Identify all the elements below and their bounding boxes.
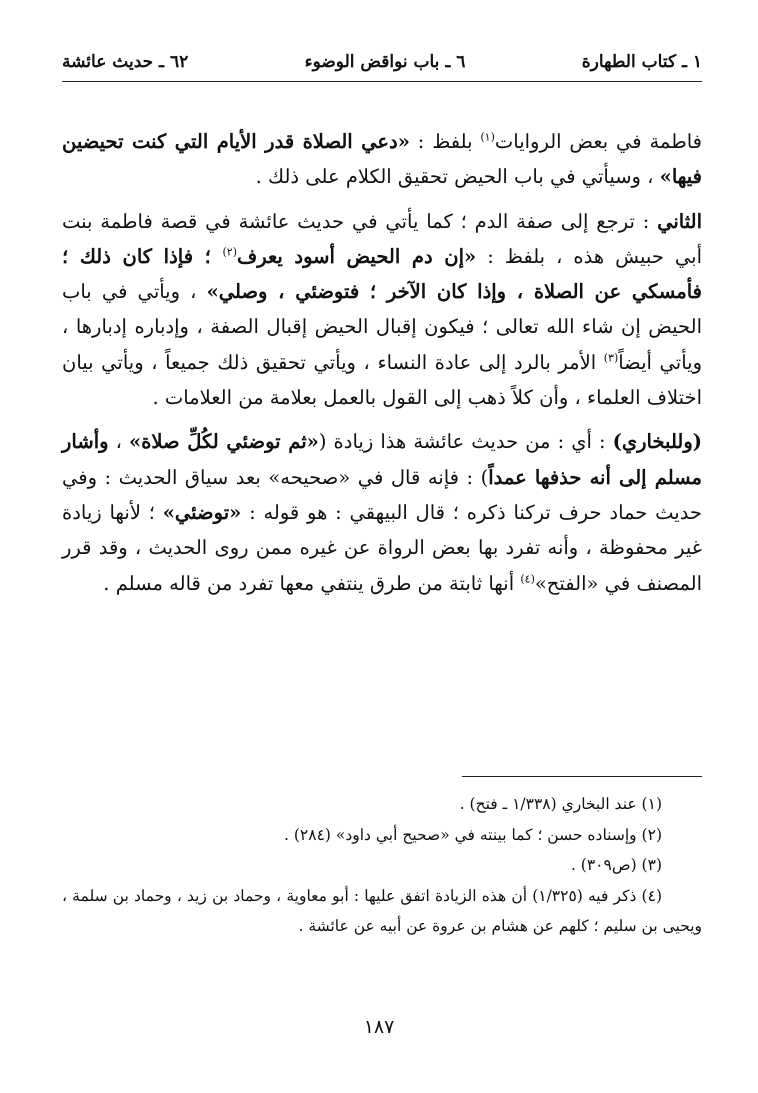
text-run: : ترجع إلى صفة الدم ؛ كما يأتي في حديث عائشة في قصة فاطمة بنت أبي حبيش هذه ، بلفظ :: [62, 209, 702, 268]
quoted-hadith: «دعي الصلاة قدر الأيام التي كنت تحيضين فيها»: [62, 130, 702, 189]
quoted-word: «توضئي»: [162, 500, 242, 524]
text-run: بلفظ :: [409, 130, 481, 153]
quoted-hadith: ؛ فإذا كان ذلك ؛ فأمسكي عن الصلاة ، وإذا كان الآخر ؛ فتوضئي ، وصلي»: [62, 244, 702, 304]
quoted-matn: وأشار مسلم إلى أنه حذفها عمداً: [62, 430, 702, 489]
footnote-ref-3[interactable]: (٣): [603, 351, 619, 365]
running-header: [62, 48, 702, 76]
text-run: الأمر بالرد إلى عادة النساء ، ويأتي تحقيق ذلك جميعاً ، ويأتي بيان اختلاف العلماء ، وأن كلاً ذهب إلى القول بالعمل بعلامة من العلامات .: [62, 350, 702, 410]
header-divider: [62, 81, 702, 82]
quoted-hadith: «إن دم الحيض أسود يعرف: [236, 244, 477, 268]
text-run: ، ويأتي في باب الحيض إن شاء الله تعالى ؛ فيكون إقبال الحيض إقبال الصفة ، وإدباره إدبارها ، ويأتي أيضاً: [62, 280, 702, 374]
text-run: ) : فإنه قال في «صحيحه» بعد سياق الحديث : وفي حديث حماد حرف تركنا ذكره ؛ قال البيهقي : هو قوله :: [62, 465, 702, 524]
paragraph-lead: (وللبخاري): [612, 430, 702, 454]
page-number: ١٨٧: [363, 1016, 395, 1038]
footnote-1: (١) عند البخاري (١/٣٣٨ ـ فتح) .: [459, 795, 662, 813]
header-book-title: ١ ـ كتاب الطهارة: [581, 52, 702, 72]
paragraph-lead: الثاني: [657, 209, 702, 233]
paragraph-2: [62, 204, 702, 416]
paragraph-3: [62, 424, 702, 600]
footnotes: [62, 789, 702, 942]
header-chapter-title: ٦ ـ باب نواقض الوضوء: [304, 52, 466, 72]
main-text: [62, 124, 702, 610]
text-run: فاطمة في بعض الروايات: [494, 130, 702, 153]
quoted-hadith: «ثم توضئي لكُلِّ صلاة»: [129, 430, 319, 454]
text-run: ؛ لأنها زيادة غير محفوظة ، وأنه تفرد بها بعض الرواة عن غيره ممن روى الحديث ، وقد قرر المصنف في «الفتح»: [62, 500, 702, 595]
footnote-ref-1[interactable]: (١): [480, 130, 495, 144]
text-run: ، وسيأتي في باب الحيض تحقيق الكلام على ذلك .: [255, 165, 660, 189]
text-run: : أي : من حديث عائشة هذا زيادة (: [318, 430, 613, 454]
text-run: ،: [108, 430, 129, 454]
text-run: أنها ثابتة من طرق ينتفي معها تفرد من قاله مسلم .: [103, 571, 521, 595]
header-hadith-title: ٦٢ ـ حديث عائشة: [62, 52, 189, 72]
footnote-ref-2[interactable]: (٢): [222, 245, 237, 259]
footnote-ref-4[interactable]: (٤): [520, 572, 535, 586]
footnote-divider: [462, 776, 702, 777]
footnote-2: (٢) وإسناده حسن ؛ كما بينته في «صحيح أبي داود» (٢٨٤) .: [284, 825, 662, 844]
footnote-4: (٤) ذكر فيه (١/٣٢٥) أن هذه الزيادة اتفق عليها : أبو معاوية ، وحماد بن زيد ، وحماد بن سلمة ، ويحيى بن سليم ؛ كلهم عن هشام بن عروة عن أبيه عن عائشة .: [62, 886, 702, 935]
paragraph-1: [62, 124, 702, 195]
footnote-3: (٣) (ص٣٠٩) .: [570, 856, 662, 874]
